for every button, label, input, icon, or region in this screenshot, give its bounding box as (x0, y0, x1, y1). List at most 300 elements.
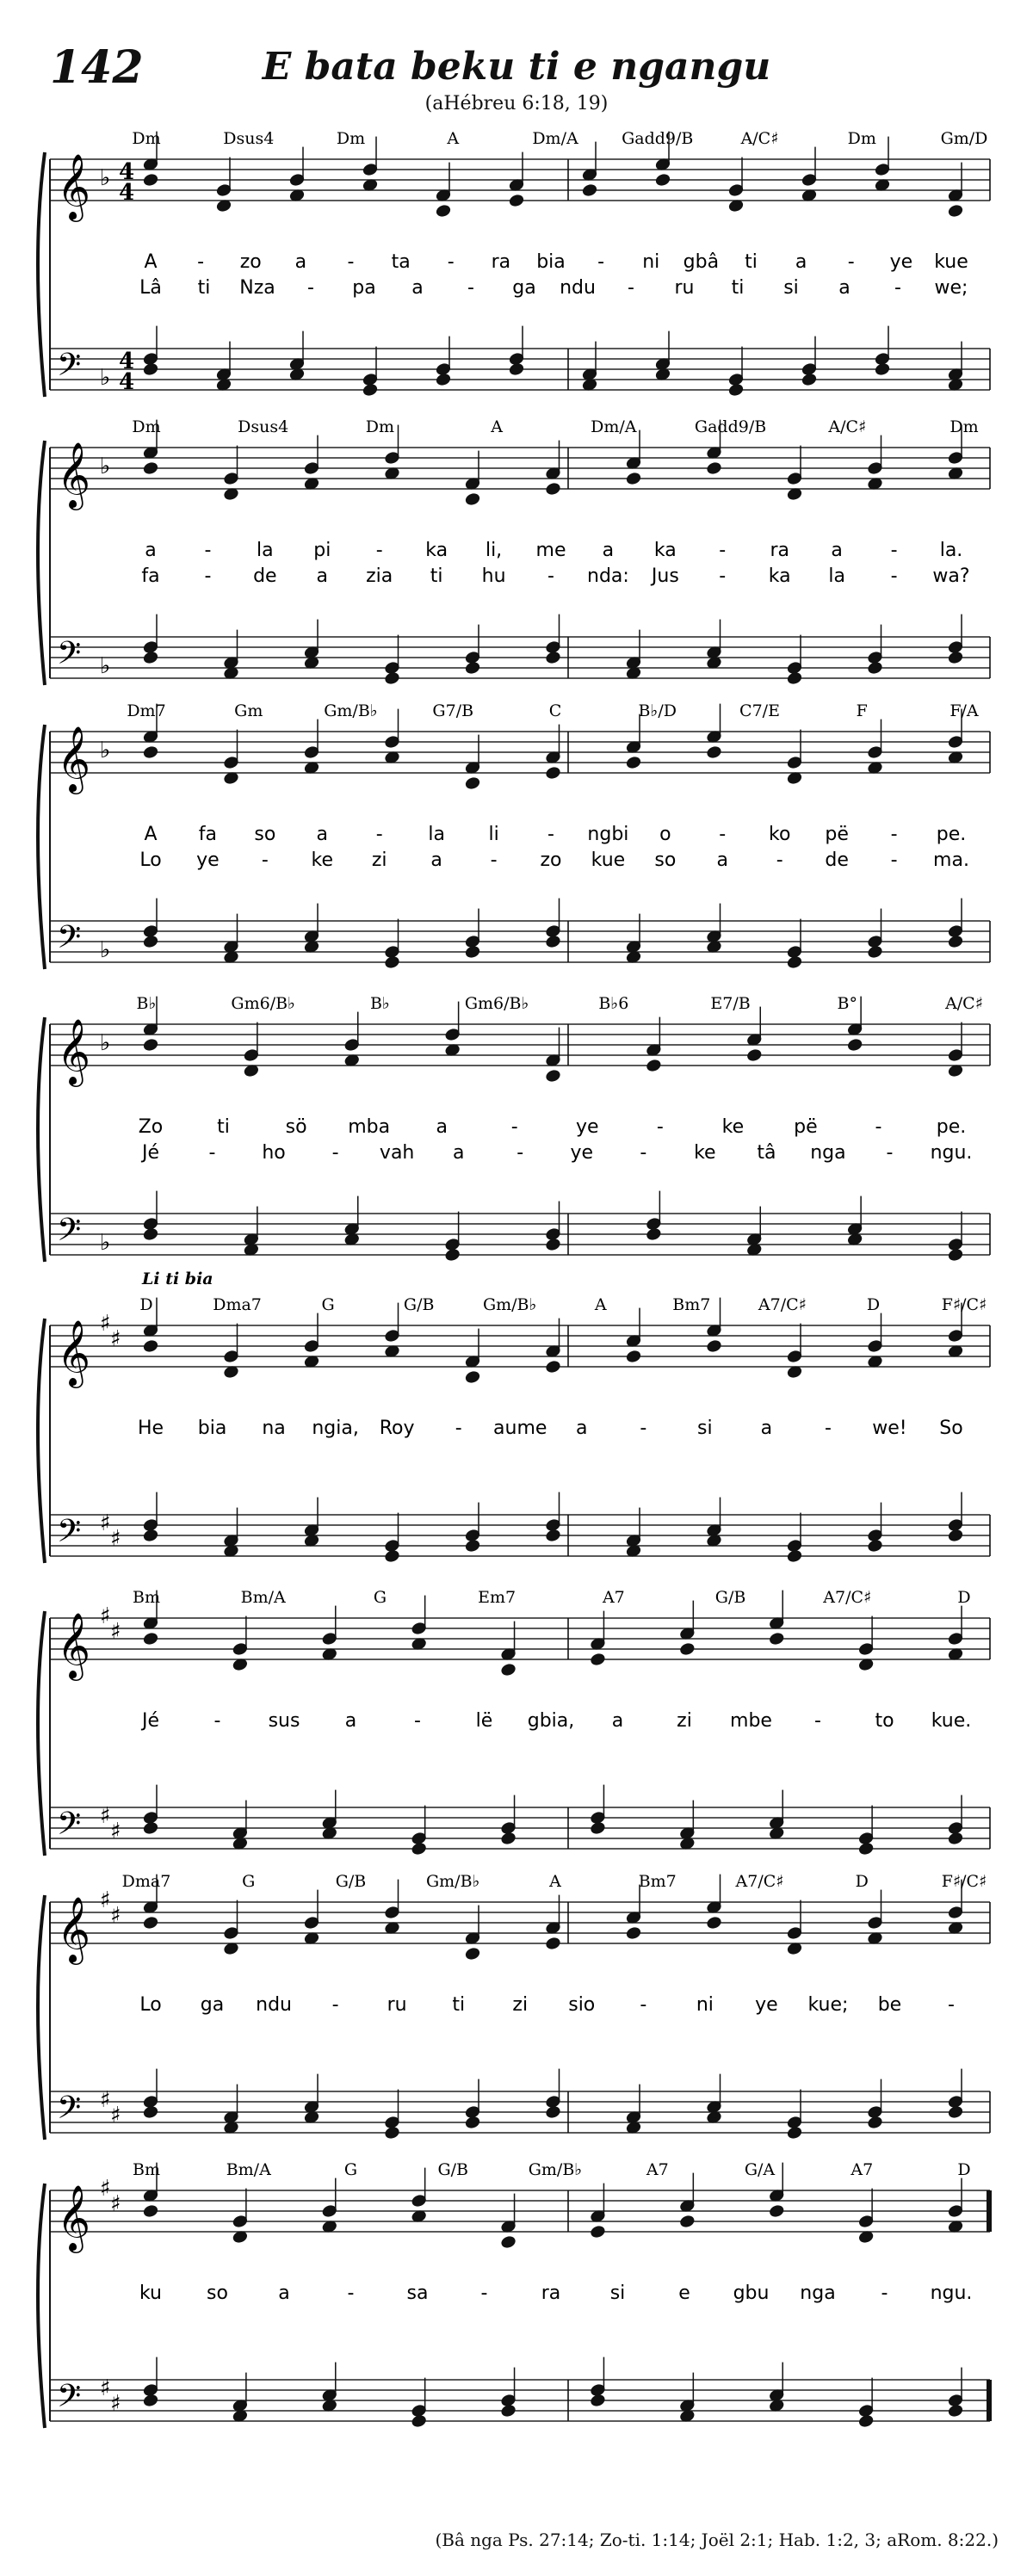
lyric-syllable: ru (674, 277, 695, 299)
chord-symbol: B° (837, 994, 858, 1013)
chord-symbol: D (139, 1295, 153, 1314)
chord-symbol: Dm/A (532, 129, 578, 148)
notehead (501, 2235, 516, 2248)
lyric-syllable: a (316, 824, 329, 845)
treble-clef: 𝄞 (57, 1018, 91, 1084)
chord-symbol: Gm/B♭ (324, 701, 378, 720)
lyric-syllable: si (783, 277, 799, 299)
notehead (707, 1339, 722, 1352)
notehead (746, 1048, 762, 1061)
key-signature: ♭ (100, 738, 111, 763)
lyric-syllable: ho (262, 1142, 286, 1164)
notehead (546, 651, 561, 664)
lyric-syllable: - (208, 1142, 216, 1164)
lyric-syllable: - (307, 277, 314, 299)
lyric-syllable: e (678, 2283, 690, 2304)
lyric-syllable: tâ (757, 1142, 776, 1164)
chord-symbol: A7 (646, 2160, 669, 2179)
lyric-syllable: mba (348, 1116, 391, 1138)
chord-symbol: Dm (949, 417, 979, 436)
lyric-syllable: kue (591, 849, 626, 871)
lyric-syllable: a (795, 251, 807, 273)
chord-symbol: E7/B (710, 994, 751, 1013)
bass-clef: 𝄢 (57, 347, 82, 391)
chord-symbol: A (594, 1295, 607, 1314)
notehead (787, 955, 802, 968)
bass-clef: 𝄢 (57, 635, 82, 679)
lyric-syllable: - (197, 251, 205, 273)
lyric-syllable: ma. (933, 849, 969, 871)
lyric-syllable: - (347, 251, 355, 273)
chord-symbol: C7/E (739, 701, 780, 720)
notehead (143, 1529, 158, 1541)
lyric-syllable: - (467, 277, 474, 299)
chord-symbol: Dma7 (121, 1872, 171, 1891)
key-signature: ♯ (100, 1510, 111, 1536)
notehead (143, 1339, 158, 1352)
chord-symbol: Dma7 (213, 1295, 262, 1314)
lyric-syllable: ra (770, 540, 789, 561)
lyric-syllable: sus (268, 1710, 300, 1732)
notehead (385, 671, 400, 684)
key-signature: ♯ (110, 1903, 121, 1929)
system-6 (38, 1588, 990, 1856)
lyric-syllable: fa (198, 824, 218, 845)
system-7 (38, 1872, 990, 2140)
key-signature: ♯ (100, 2375, 111, 2401)
notehead (143, 2204, 158, 2217)
lyric-syllable: li (488, 824, 499, 845)
notehead (465, 945, 480, 958)
chord-symbol: Dm (132, 417, 161, 436)
lyric-syllable: la (257, 540, 274, 561)
key-signature: ♯ (110, 1619, 121, 1645)
notehead (787, 1549, 802, 1562)
lyric-syllable: la. (939, 540, 963, 561)
lyric-syllable: ni (642, 251, 660, 273)
chord-symbol: Em7 (478, 1588, 516, 1607)
lyric-syllable: kue; (807, 1994, 849, 2016)
lyric-syllable: we; (934, 277, 968, 299)
notehead (465, 1539, 480, 1552)
lyric-syllable: bia (197, 1418, 227, 1439)
chord-symbol: Bm (133, 1588, 160, 1607)
key-signature: ♯ (110, 2191, 121, 2217)
notehead (546, 1937, 561, 1949)
lyric-syllable: - (894, 277, 901, 299)
chord-symbol: Gm6/B♭ (231, 994, 296, 1013)
lyric-syllable: ku (139, 2283, 163, 2304)
lyric-syllable: Zo (138, 1116, 164, 1138)
lyric-syllable: a (831, 540, 843, 561)
notehead (948, 2105, 963, 2118)
time-signature: 4 (119, 159, 135, 185)
lyric-syllable: ti (745, 251, 758, 273)
lyric-syllable: - (640, 1142, 647, 1164)
chord-symbol: B♭ (136, 994, 157, 1013)
lyric-syllable: - (814, 1710, 821, 1732)
notehead (436, 373, 451, 386)
lyric-syllable: gbâ (683, 251, 720, 273)
notehead (646, 1059, 661, 1072)
lyric-syllable: a (436, 1116, 448, 1138)
chord-symbol: Dm (847, 129, 876, 148)
lyric-syllable: lë (475, 1710, 493, 1732)
lyric-syllable: hu (481, 565, 506, 587)
lyric-syllable: na (262, 1418, 286, 1439)
lyric-syllable: Lo (139, 1994, 162, 2016)
key-signature: ♯ (110, 2103, 121, 2128)
lyric-syllable: sa (406, 2283, 429, 2304)
chord-symbol: G/B (335, 1872, 367, 1891)
lyric-syllable: - (719, 540, 727, 561)
notehead (875, 362, 890, 375)
key-signature: ♭ (100, 1030, 111, 1056)
lyric-syllable: - (204, 565, 212, 587)
lyric-syllable: pë (825, 824, 849, 845)
bass-clef: 𝄢 (57, 1212, 82, 1256)
lyric-syllable: zo (239, 251, 262, 273)
lyric-syllable: be (877, 1994, 902, 2016)
chord-symbol: Dm7 (127, 701, 166, 720)
lyric-syllable: a (316, 565, 329, 587)
chord-symbol: Bm/A (226, 2160, 271, 2179)
chord-symbol: D (866, 1295, 881, 1314)
lyric-syllable: vah (379, 1142, 415, 1164)
lyric-syllable: - (628, 277, 634, 299)
lyric-syllable: gbu (733, 2283, 770, 2304)
lyric-syllable: ke (311, 849, 334, 871)
bass-clef: 𝄢 (57, 1806, 82, 1850)
lyric-syllable: ti (731, 277, 745, 299)
notehead (143, 2105, 158, 2118)
chord-symbol: Gm/B♭ (425, 1872, 480, 1891)
lyric-syllable: fa (141, 565, 160, 587)
system-8 (38, 2160, 992, 2428)
chord-symbol: Bm (133, 2160, 160, 2179)
lyric-syllable: - (547, 565, 554, 587)
lyric-syllable: a (411, 277, 424, 299)
lyric-syllable: - (414, 1710, 421, 1732)
notehead (143, 935, 158, 948)
time-signature: 4 (119, 349, 135, 374)
lyric-syllable: - (516, 1142, 524, 1164)
notehead (465, 661, 480, 674)
lyric-syllable: - (719, 824, 727, 845)
lyric-syllable: ra (491, 251, 511, 273)
chord-symbol: Dsus4 (223, 129, 275, 148)
chord-symbol: G/A (744, 2160, 776, 2179)
notehead (948, 1529, 963, 1541)
notehead (591, 2225, 606, 2238)
notehead (626, 756, 641, 769)
notehead (143, 1227, 158, 1240)
lyric-syllable: - (375, 540, 383, 561)
treble-clef: 𝄞 (57, 153, 91, 219)
brace (38, 725, 45, 969)
lyric-syllable: sio (568, 1994, 596, 2016)
notehead (679, 2215, 695, 2227)
lyric-syllable: aume (493, 1418, 547, 1439)
notehead (465, 2116, 480, 2128)
lyric-syllable: a (344, 1710, 357, 1732)
hymn-number: 142 (50, 41, 144, 94)
treble-clef: 𝄞 (57, 1896, 91, 1962)
notehead (591, 1652, 606, 1665)
notehead (546, 1238, 561, 1251)
brace (38, 1319, 45, 1563)
lyric-syllable: so (254, 824, 276, 845)
treble-clef: 𝄞 (57, 2184, 91, 2251)
lyric-syllable: a (145, 540, 157, 561)
chord-symbol: F (856, 701, 868, 720)
lyric-syllable: Jus (651, 565, 679, 587)
key-signature: ♭ (100, 365, 111, 391)
notehead (787, 2126, 802, 2139)
lyric-syllable: ka (653, 540, 677, 561)
lyric-syllable: la (828, 565, 845, 587)
lyric-syllable: si (609, 2283, 626, 2304)
notehead (546, 1360, 561, 1373)
brace (38, 1895, 45, 2140)
chord-symbol: A/C♯ (740, 129, 779, 148)
lyric-syllable: zi (371, 849, 387, 871)
time-signature: 4 (119, 180, 135, 206)
notehead (143, 745, 158, 758)
key-signature: ♯ (100, 1603, 111, 1629)
lyric-syllable: so (207, 2283, 228, 2304)
chord-symbol: A7/C♯ (758, 1295, 807, 1314)
lyric-syllable: we! (872, 1418, 907, 1439)
key-signature: ♯ (110, 1526, 121, 1552)
lyric-syllable: pi (313, 540, 331, 561)
notehead (769, 2204, 784, 2217)
key-signature: ♭ (100, 165, 111, 191)
lyric-syllable: bia (536, 251, 566, 273)
chord-symbol: G/B (714, 1588, 746, 1607)
chord-symbol: G/B (403, 1295, 435, 1314)
lyric-syllable: ndu (560, 277, 596, 299)
treble-clef: 𝄞 (57, 1612, 91, 1678)
lyric-syllable: ti (217, 1116, 230, 1138)
notehead (948, 2404, 963, 2417)
lyric-syllable: - (890, 849, 898, 871)
lyric-syllable: nga (810, 1142, 846, 1164)
chord-symbol: Gadd9/B (622, 129, 694, 148)
lyric-syllable: a (716, 849, 729, 871)
lyric-syllable: - (890, 824, 898, 845)
notehead (445, 1248, 461, 1261)
notehead (143, 173, 158, 186)
system-5 (38, 1269, 990, 1563)
notehead (591, 2394, 606, 2406)
notehead (436, 204, 451, 217)
lyric-syllable: gbia, (527, 1710, 575, 1732)
chord-symbol: Dm (132, 129, 161, 148)
chord-symbol: Gm (234, 701, 263, 720)
section-label: Li ti bia (142, 1269, 213, 1288)
lyric-syllable: - (331, 1142, 339, 1164)
lyric-syllable: - (656, 1116, 664, 1138)
lyric-syllable: - (490, 849, 498, 871)
lyric-syllable: kue. (931, 1710, 972, 1732)
notehead (501, 2404, 516, 2417)
lyric-syllable: ti (197, 277, 211, 299)
notehead (948, 1248, 963, 1261)
chord-symbol: A/C♯ (945, 994, 983, 1013)
brace (38, 152, 45, 397)
lyric-syllable: - (447, 251, 455, 273)
bass-clef: 𝄢 (57, 1513, 82, 1557)
chord-symbol: Bm7 (638, 1872, 677, 1891)
system-1 (38, 129, 990, 397)
time-signature: 4 (119, 369, 135, 395)
notehead (546, 1529, 561, 1541)
lyric-syllable: ni (696, 1994, 714, 2016)
notehead (411, 1842, 427, 1855)
notehead (143, 1038, 158, 1051)
lyric-syllable: ndu (256, 1994, 293, 2016)
lyric-syllable: mbe (730, 1710, 772, 1732)
notehead (948, 1832, 963, 1844)
chord-symbol: A7/C♯ (735, 1872, 784, 1891)
lyric-syllable: - (824, 1418, 832, 1439)
lyric-syllable: sö (285, 1116, 307, 1138)
lyric-syllable: - (948, 1994, 955, 2016)
notehead (509, 194, 524, 207)
lyric-syllable: Jé (141, 1142, 160, 1164)
bass-clef: 𝄢 (57, 919, 82, 963)
lyric-syllable: ta (391, 251, 411, 273)
chord-symbol: A (549, 1872, 561, 1891)
lyric-syllable: - (597, 251, 605, 273)
lyric-syllable: - (455, 1418, 462, 1439)
lyric-syllable: - (847, 251, 855, 273)
lyric-syllable: nga (800, 2283, 836, 2304)
lyric-syllable: o (659, 824, 671, 845)
lyric-syllable: ka (425, 540, 448, 561)
key-signature: ♯ (110, 1819, 121, 1844)
lyric-syllable: Lo (139, 849, 162, 871)
chord-symbol: C (548, 701, 562, 720)
key-signature: ♯ (110, 1326, 121, 1352)
notehead (801, 373, 817, 386)
lyric-syllable: ke (721, 1116, 745, 1138)
lyric-syllable: me (535, 540, 566, 561)
bass-clef: 𝄢 (57, 2090, 82, 2134)
lyric-syllable: li, (485, 540, 503, 561)
chord-symbol: F♯/C♯ (941, 1295, 987, 1314)
lyric-syllable: - (776, 849, 783, 871)
lyric-syllable: - (480, 2283, 488, 2304)
notehead (655, 173, 671, 186)
notehead (143, 651, 158, 664)
lyric-syllable: - (213, 1710, 221, 1732)
notehead (868, 2116, 883, 2128)
lyric-syllable: - (347, 2283, 355, 2304)
lyric-syllable: He (137, 1418, 164, 1439)
chord-symbol: Dm/A (591, 417, 637, 436)
notehead (948, 204, 963, 217)
notehead (646, 1227, 661, 1240)
chord-symbol: Gm/B♭ (528, 2160, 583, 2179)
notehead (858, 2414, 874, 2427)
lyric-syllable: ka (768, 565, 791, 587)
lyric-syllable: ru (387, 1994, 407, 2016)
lyric-syllable: ngu. (930, 1142, 973, 1164)
notehead (411, 2414, 427, 2427)
hymn-title: E bata beku ti e ngangu (262, 45, 771, 89)
notehead (143, 1916, 158, 1929)
chord-symbol: A7 (602, 1588, 625, 1607)
notehead (546, 766, 561, 779)
lyric-syllable: de (825, 849, 849, 871)
lyric-syllable: zia (366, 565, 393, 587)
system-3 (38, 701, 990, 969)
system-4 (38, 994, 990, 1262)
chord-symbol: Bm/A (240, 1588, 286, 1607)
notehead (626, 1350, 641, 1362)
chord-symbol: G7/B (432, 701, 474, 720)
notehead (501, 1663, 516, 1676)
lyric-syllable: - (331, 1994, 339, 2016)
lyric-syllable: A (144, 824, 158, 845)
lyric-syllable: de (253, 565, 277, 587)
notehead (385, 2126, 400, 2139)
notehead (626, 1926, 641, 1939)
chord-symbol: Dm (336, 129, 366, 148)
lyric-syllable: wa? (932, 565, 970, 587)
key-signature: ♭ (100, 1230, 111, 1256)
notehead (501, 1832, 516, 1844)
notehead (143, 1632, 158, 1645)
notehead (769, 1632, 784, 1645)
lyric-syllable: a (760, 1418, 773, 1439)
final-barline (987, 2190, 992, 2232)
final-barline (987, 2380, 992, 2421)
lyric-syllable: - (640, 1994, 647, 2016)
lyric-syllable: so (654, 849, 677, 871)
lyric-syllable: pa (352, 277, 376, 299)
lyric-syllable: ye (889, 251, 913, 273)
lyric-syllable: a (838, 277, 851, 299)
notehead (707, 1916, 722, 1929)
lyric-syllable: - (886, 1142, 894, 1164)
lyric-syllable: pe. (936, 824, 967, 845)
notehead (385, 955, 400, 968)
lyric-syllable: A (144, 251, 158, 273)
lyric-syllable: - (510, 1116, 518, 1138)
chord-symbol: A7/C♯ (823, 1588, 872, 1607)
key-signature: ♭ (100, 454, 111, 479)
bass-clef: 𝄢 (57, 2378, 82, 2422)
lyric-syllable: to (875, 1710, 894, 1732)
notehead (546, 482, 561, 495)
lyric-syllable: ye (570, 1142, 594, 1164)
notehead (868, 1539, 883, 1552)
notehead (707, 745, 722, 758)
lyric-syllable: a (576, 1418, 588, 1439)
lyric-syllable: a (611, 1710, 624, 1732)
chord-symbol: G (242, 1872, 256, 1891)
notehead (847, 1038, 863, 1051)
notehead (143, 362, 158, 375)
key-signature: ♯ (100, 2087, 111, 2113)
chord-symbol: G (321, 1295, 335, 1314)
chord-symbol: A/C♯ (828, 417, 867, 436)
lyric-syllable: ke (694, 1142, 716, 1164)
notehead (626, 472, 641, 485)
